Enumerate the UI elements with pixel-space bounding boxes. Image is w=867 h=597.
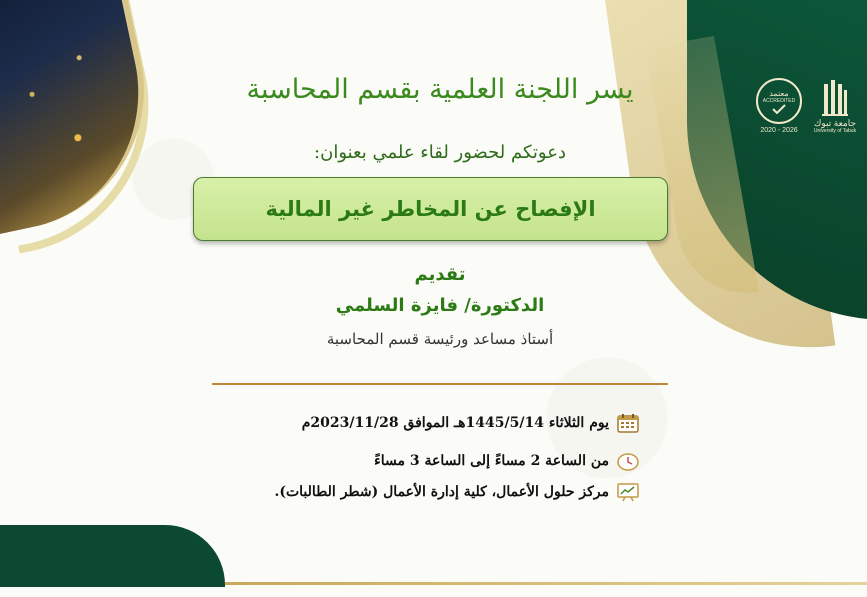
location-row [274, 482, 639, 502]
time-text: من الساعة 2 مساءً إلى الساعة 3 مساءً [374, 453, 609, 469]
university-name-en: University of Tabuk [813, 128, 857, 134]
accreditation-en: ACCREDITED [762, 97, 796, 104]
gold-bottom-line [225, 582, 867, 585]
university-emblem-icon [820, 78, 850, 118]
committee-line: يسر اللجنة العلمية بقسم المحاسبة [246, 74, 634, 105]
date-text: يوم الثلاثاء 1445/5/14هـ الموافق 2023/11/28م [301, 415, 609, 431]
university-logo [813, 78, 857, 158]
location-text: مركز حلول الأعمال، كلية إدارة الأعمال (شطر الطالبات). [274, 484, 609, 500]
university-name-ar: جامعة تبوك [813, 118, 857, 128]
green-bottom-decoration [0, 525, 225, 587]
accreditation-years: 2020 - 2026 [760, 127, 798, 134]
location-board-icon [617, 482, 639, 502]
clock-icon [617, 451, 639, 471]
accreditation-logo [753, 78, 805, 158]
logos [747, 78, 857, 158]
presenter-name: الدكتورة/ فايزة السلمي [335, 295, 545, 316]
accreditation-seal-icon [756, 78, 802, 124]
checkmark-icon [772, 104, 786, 114]
presenter-role: أستاذ مساعد ورئيسة قسم المحاسبة [326, 330, 554, 348]
presented-by-label: تقديم [414, 264, 466, 285]
calendar-icon [617, 413, 639, 433]
event-title-box [193, 177, 668, 241]
event-title: الإفصاح عن المخاطر غير المالية [265, 197, 596, 221]
accreditation-ar: معتمد [769, 88, 789, 98]
section-divider [212, 383, 668, 385]
date-row [302, 413, 639, 433]
invite-line: دعوتكم لحضور لقاء علمي بعنوان: [314, 142, 566, 163]
time-row [374, 451, 639, 471]
